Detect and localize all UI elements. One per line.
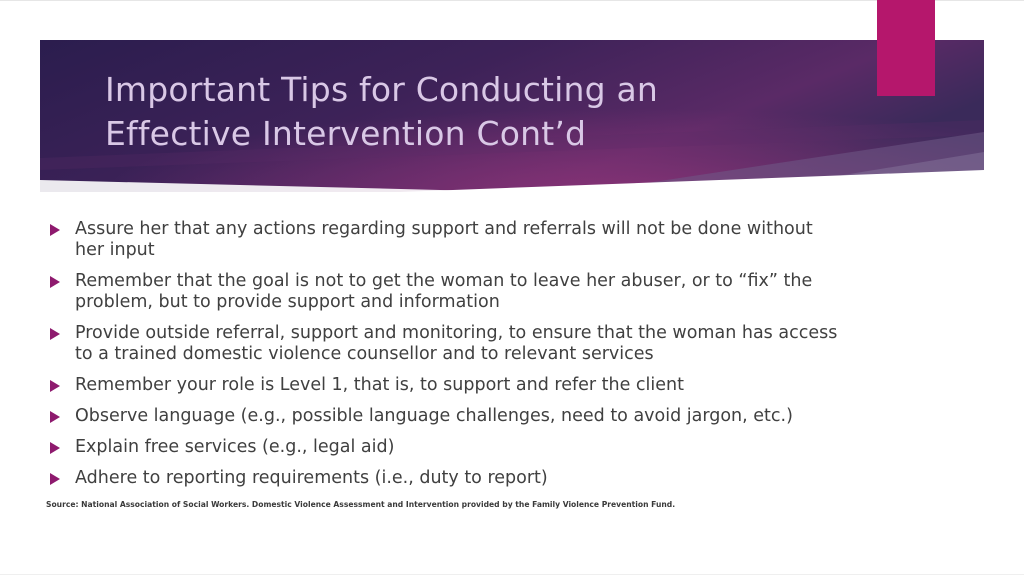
bullet-item xyxy=(46,375,976,396)
triangle-right-bullet-icon xyxy=(50,276,60,288)
triangle-right-bullet-icon xyxy=(50,411,60,423)
slide-title-line-1: Important Tips for Conducting an xyxy=(105,70,659,109)
triangle-right-bullet-icon xyxy=(50,442,60,454)
bullet-text-line: Explain free services (e.g., legal aid) xyxy=(75,437,395,457)
bullet-item xyxy=(46,406,976,427)
bullet-item xyxy=(46,468,976,489)
bullet-text-line: problem, but to provide support and information xyxy=(75,292,500,312)
slide-title-line-2: Effective Intervention Cont’d xyxy=(105,114,587,153)
bullet-text-line: her input xyxy=(75,240,155,260)
bullet-text-line: Remember that the goal is not to get the woman to leave her abuser, or to “fix” the xyxy=(75,271,813,291)
bullet-item xyxy=(46,271,976,313)
slide-title xyxy=(105,68,805,156)
bullet-item xyxy=(46,323,976,365)
triangle-right-bullet-icon xyxy=(50,328,60,340)
bullet-text-line: Remember your role is Level 1, that is, to support and refer the client xyxy=(75,375,684,395)
accent-tab xyxy=(877,0,935,96)
triangle-right-bullet-icon xyxy=(50,224,60,236)
top-divider xyxy=(0,0,1024,1)
triangle-right-bullet-icon xyxy=(50,380,60,392)
bullet-list xyxy=(46,219,976,499)
bottom-divider xyxy=(0,574,1024,575)
bullet-text-line: Adhere to reporting requirements (i.e., duty to report) xyxy=(75,468,548,488)
bullet-text-line: Observe language (e.g., possible language challenges, need to avoid jargon, etc.) xyxy=(75,406,793,426)
bullet-item xyxy=(46,437,976,458)
bullet-text-line: Provide outside referral, support and monitoring, to ensure that the woman has access xyxy=(75,323,838,343)
source-citation: Source: National Association of Social Workers. Domestic Violence Assessment and Intervention provided by the Family Violence Prevention Fund. xyxy=(46,500,676,509)
triangle-right-bullet-icon xyxy=(50,473,60,485)
bullet-text-line: Assure her that any actions regarding support and referrals will not be done without xyxy=(75,219,813,239)
bullet-item xyxy=(46,219,976,261)
bullet-text-line: to a trained domestic violence counsellor and to relevant services xyxy=(75,344,654,364)
